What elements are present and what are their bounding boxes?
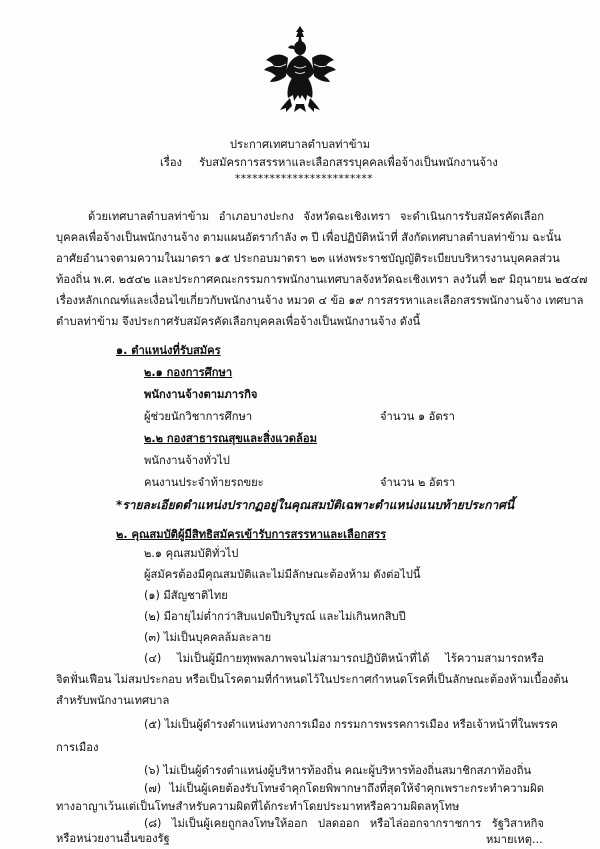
qualification-item-8-line-2: หรือหน่วยงานอื่นของรัฐ bbox=[56, 832, 170, 845]
qualification-item-2: (๒) มีอายุไม่ต่ำกว่าสิบแปดปีบริบูรณ์ และไม่เกินหกสิบปี bbox=[144, 610, 406, 623]
qualification-item-7-line-2: ทางอาญาเว้นแต่เป็นโทษสำหรับความผิดที่ได้กระทำโดยประมาทหรือความผิดลหุโทษ bbox=[56, 800, 460, 813]
qualification-item-3: (๓) ไม่เป็นบุคคลล้มละลาย bbox=[144, 631, 272, 644]
section2-sub-title: ๒.๑ คุณสมบัติทั่วไป bbox=[144, 547, 239, 560]
qualification-item-4-line-2: จิตฟั่นเฟือน ไม่สมประกอบ หรือเป็นโรคตามที่กำหนดไว้ในประกาศกำหนดโรคที่เป็นลักษณะต้องห้ามเบื้องต้น bbox=[56, 673, 569, 686]
section1-sub2-position: คนงานประจำท้ายรถขยะ bbox=[144, 476, 264, 489]
section2-lead: ผู้สมัครต้องมีคุณสมบัติและไม่มีลักษณะต้องห้าม ดังต่อไปนี้ bbox=[144, 568, 421, 581]
section1-sub1-title: ๒.๑ กองการศึกษา bbox=[144, 366, 233, 379]
garuda-emblem bbox=[262, 22, 338, 118]
qualification-item-7-line-1: (๗) ไม่เป็นผู้เคยต้องรับโทษจำคุกโดยพิพากษาถึงที่สุดให้จำคุกเพราะกระทำความผิด bbox=[144, 782, 544, 795]
subject-line bbox=[160, 155, 498, 170]
stars-divider: ************************ bbox=[235, 173, 373, 185]
section2-title: ๒. คุณสมบัติผู้มีสิทธิสมัครเข้ารับการสรรหาและเลือกสรร bbox=[116, 528, 387, 541]
intro-line-4: ท้องถิ่น พ.ศ. ๒๕๔๒ และประกาศคณะกรรมการพนักงานเทศบาลจังหวัดฉะเชิงเทรา ลงวันที่ ๒๙ มิถุนายน ๒๕๔๗ bbox=[56, 273, 588, 286]
section1-sub2-count: จำนวน ๒ อัตรา bbox=[380, 476, 456, 489]
continued-marker: หมายเหตุ... bbox=[486, 833, 543, 846]
section1-sub2-type: พนักงานจ้างทั่วไป bbox=[144, 454, 230, 467]
qualification-item-5-line-2: การเมือง bbox=[56, 741, 99, 754]
qualification-item-8-line-1: (๘) ไม่เป็นผู้เคยถูกลงโทษให้ออก ปลดออก หรือไล่ออกจากราชการ รัฐวิสาหกิจ bbox=[144, 817, 544, 830]
qualification-item-1: (๑) มีสัญชาติไทย bbox=[144, 589, 228, 602]
intro-line-3: อาศัยอำนาจตามความในมาตรา ๑๕ ประกอบมาตรา ๒๓ แห่งพระราชบัญญัติระเบียบบริหารงานบุคคลส่วน bbox=[56, 252, 560, 265]
qualification-item-5-line-1: (๕) ไม่เป็นผู้ดำรงตำแหน่งทางการเมือง กรรมการพรรคการเมือง หรือเจ้าหน้าที่ในพรรค bbox=[144, 718, 558, 731]
intro-line-2: บุคคลเพื่อจ้างเป็นพนักงานจ้าง ตามแผนอัตรากำลัง ๓ ปี เพื่อปฏิบัติหน้าที่ สังกัดเทศบาลตำบลท่าข้าม ฉะนั้น bbox=[56, 231, 562, 244]
qualification-item-4-line-3: สำหรับพนักงานเทศบาล bbox=[56, 694, 170, 707]
intro-line-5: เรื่องหลักเกณฑ์และเงื่อนไขเกี่ยวกับพนักงานจ้าง หมวด ๔ ข้อ ๑๙ การสรรหาและเลือกสรรพนักงานจ้าง เทศบาล bbox=[56, 294, 584, 307]
qualification-item-4-line-1: (๔) ไม่เป็นผู้มีกายทุพพลภาพจนไม่สามารถปฏิบัติหน้าที่ได้ ไร้ความสามารถหรือ bbox=[144, 652, 544, 665]
intro-line-6: ตำบลท่าข้าม จึงประกาศรับสมัครคัดเลือกบุคคลเพื่อจ้างเป็นพนักงานจ้าง ดังนี้ bbox=[56, 315, 421, 328]
subject-text: รับสมัครการสรรหาและเลือกสรรบุคคลเพื่อจ้างเป็นพนักงานจ้าง bbox=[199, 156, 498, 169]
section1-title bbox=[116, 343, 221, 358]
qualification-item-6: (๖) ไม่เป็นผู้ดำรงตำแหน่งผู้บริหารท้องถิ่น คณะผู้บริหารท้องถิ่นสมาชิกสภาท้องถิ่น bbox=[144, 764, 532, 777]
section1-title-text: ๑. ตำแหน่งที่รับสมัคร bbox=[116, 344, 221, 357]
section1-sub1-type: พนักงานจ้างตามภารกิจ bbox=[144, 388, 258, 401]
subject-label: เรื่อง bbox=[160, 156, 183, 169]
section1-sub2-title: ๒.๒ กองสาธารณสุขและสิ่งแวดล้อม bbox=[144, 432, 318, 445]
section1-sub1-position: ผู้ช่วยนักวิชาการศึกษา bbox=[144, 410, 253, 423]
section1-sub1-count: จำนวน ๑ อัตรา bbox=[380, 410, 455, 423]
intro-line-1: ด้วยเทศบาลตำบลท่าข้าม อำเภอบางปะกง จังหวัดฉะเชิงเทรา จะดำเนินการรับสมัครคัดเลือก bbox=[88, 210, 544, 223]
announcement-title: ประกาศเทศบาลตำบลท่าข้าม bbox=[229, 138, 371, 151]
section1-note: *รายละเอียดตำแหน่งปรากฏอยู่ในคุณสมบัติเฉพาะตำแหน่งแนบท้ายประกาศนี้ bbox=[116, 498, 515, 512]
